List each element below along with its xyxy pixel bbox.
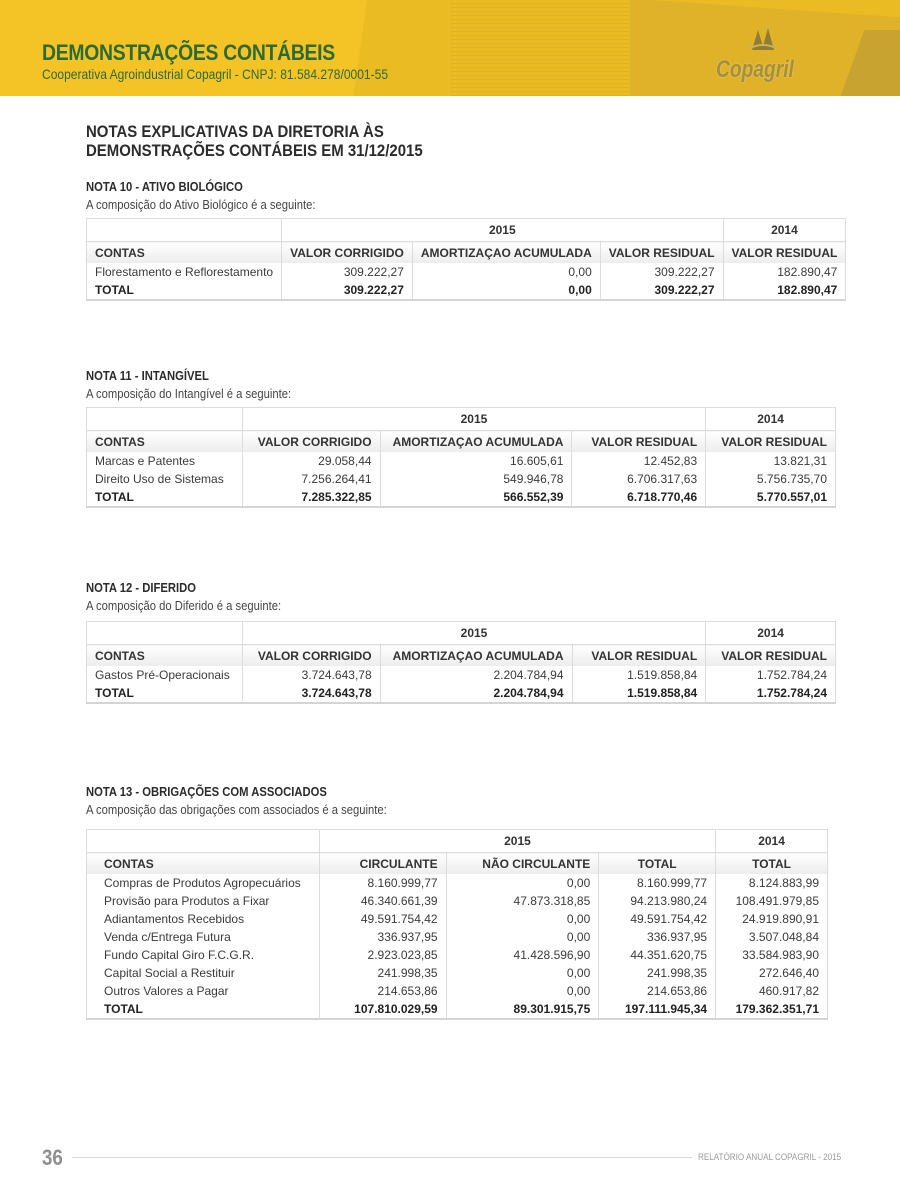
account-name: Florestamento e Reflorestamento [95,265,274,279]
total-value: 107.810.029,59 [319,1000,446,1019]
cell-value: 29.058,44 [242,452,380,470]
column-header: CIRCULANTE [319,853,446,875]
footer-divider [72,1157,692,1158]
column-header: CONTAS [87,645,243,667]
table-row [87,263,846,281]
column-header: VALOR RESIDUAL [572,431,706,453]
table-header-row [87,242,846,264]
total-value: 5.770.557,01 [706,488,836,507]
year-2014: 2014 [723,219,846,242]
cell-value: 241.998,35 [599,964,716,982]
cell-value: 16.605,61 [380,452,572,470]
account-name: Compras de Produtos Agropecuários [104,876,301,890]
cell-value: 1.752.784,24 [706,666,836,684]
cell-value: 3.724.643,78 [242,666,380,684]
column-header: VALOR CORRIGIDO [282,242,413,264]
total-label: TOTAL [104,1002,143,1016]
table-header-row [87,853,828,875]
cell-value: 7.256.264,41 [242,470,380,488]
cell-value: 41.428.596,90 [446,946,599,964]
note-intro: A composição do Ativo Biológico é a seguinte: [86,198,316,212]
total-value: 1.519.858,84 [572,684,706,703]
table-row [87,452,836,470]
cell-value: 272.646,40 [716,964,828,982]
cell-value: 0,00 [446,964,599,982]
cell-value: 0,00 [446,910,599,928]
table-year-row [87,408,836,431]
table-row [87,666,836,684]
total-value: 179.362.351,71 [716,1000,828,1019]
total-value: 3.724.643,78 [242,684,380,703]
note-title: NOTA 11 - INTANGÍVEL [86,369,209,383]
column-header: TOTAL [599,853,716,875]
account-name: Direito Uso de Sistemas [95,472,224,486]
total-value: 197.111.945,34 [599,1000,716,1019]
note-intro: A composição das obrigações com associados é a seguinte: [86,803,387,817]
total-label: TOTAL [95,283,134,297]
year-2014: 2014 [706,408,836,431]
cell-value: 8.160.999,77 [599,874,716,892]
account-name: Adiantamentos Recebidos [104,912,245,926]
total-value: 182.890,47 [723,281,846,300]
table-total-row [87,684,836,703]
cell-value: 2.204.784,94 [380,666,572,684]
column-header: VALOR CORRIGIDO [242,431,380,453]
year-2015: 2015 [282,219,723,242]
table-total-row [87,488,836,507]
year-2015: 2015 [242,408,705,431]
table-obrigacoes-associados [86,829,828,1020]
table-row [87,964,828,982]
account-name: Venda c/Entrega Futura [104,930,231,944]
column-header: AMORTIZAÇAO ACUMULADA [380,645,572,667]
cell-value: 8.160.999,77 [319,874,446,892]
total-value: 89.301.915,75 [446,1000,599,1019]
table-total-row [87,281,846,300]
page-title-line-1: NOTAS EXPLICATIVAS DA DIRETORIA ÀS [86,122,384,141]
table-row [87,946,828,964]
cell-value: 0,00 [446,928,599,946]
table-intangivel [86,407,836,508]
table-diferido [86,621,836,704]
cell-value: 6.706.317,63 [572,470,706,488]
table-row [87,910,828,928]
cell-value: 309.222,27 [282,263,413,281]
page-title [86,122,423,160]
footer-text: RELATÓRIO ANUAL COPAGRIL - 2015 [698,1152,842,1162]
cell-value: 0,00 [446,982,599,1000]
cell-value: 460.917,82 [716,982,828,1000]
table-row [87,892,828,910]
column-header: CONTAS [87,431,243,453]
page-number: 36 [42,1145,63,1170]
cell-value: 47.873.318,85 [446,892,599,910]
logo-wordmark: Copagril [716,56,794,83]
total-value: 0,00 [412,281,600,300]
note-intro: A composição do Intangível é a seguinte: [86,387,292,401]
total-label: TOTAL [95,490,134,504]
cell-value: 44.351.620,75 [599,946,716,964]
account-name: Marcas e Patentes [95,454,196,468]
table-row [87,470,836,488]
cell-value: 46.340.661,39 [319,892,446,910]
cell-value: 33.584.983,90 [716,946,828,964]
cell-value: 5.756.735,70 [706,470,836,488]
header-subtitle: Cooperativa Agroindustrial Copagril - CNPJ: 81.584.278/0001-55 [42,66,389,82]
cell-value: 12.452,83 [572,452,706,470]
cell-value: 13.821,31 [706,452,836,470]
cell-value: 49.591.754,42 [599,910,716,928]
year-2015: 2015 [242,622,705,645]
column-header: AMORTIZAÇAO ACUMULADA [380,431,572,453]
account-name: Provisão para Produtos a Fixar [104,894,270,908]
total-value: 1.752.784,24 [706,684,836,703]
page-title-line-2: DEMONSTRAÇÕES CONTÁBEIS EM 31/12/2015 [86,141,423,160]
table-year-row [87,219,846,242]
year-2014: 2014 [716,830,828,853]
cell-value: 241.998,35 [319,964,446,982]
cell-value: 1.519.858,84 [572,666,706,684]
cell-value: 309.222,27 [600,263,723,281]
total-value: 309.222,27 [600,281,723,300]
copagril-logo [712,28,812,94]
column-header: NÃO CIRCULANTE [446,853,599,875]
cell-value: 108.491.979,85 [716,892,828,910]
account-name: Capital Social a Restituir [104,966,235,980]
cell-value: 0,00 [446,874,599,892]
column-header: TOTAL [716,853,828,875]
table-total-row [87,1000,828,1019]
year-2014: 2014 [706,622,836,645]
account-name: Fundo Capital Giro F.C.G.R. [104,948,255,962]
table-header-row [87,431,836,453]
column-header: VALOR RESIDUAL [706,431,836,453]
note-title: NOTA 13 - OBRIGAÇÕES COM ASSOCIADOS [86,785,327,799]
header-title: DEMONSTRAÇÕES CONTÁBEIS [42,40,335,65]
column-header: VALOR RESIDUAL [572,645,706,667]
account-name: Gastos Pré-Operacionais [95,668,230,682]
column-header: CONTAS [87,853,320,875]
note-title: NOTA 12 - DIFERIDO [86,581,197,595]
column-header: CONTAS [87,242,282,264]
column-header: VALOR RESIDUAL [723,242,846,264]
column-header: VALOR RESIDUAL [706,645,836,667]
cell-value: 336.937,95 [599,928,716,946]
cell-value: 549.946,78 [380,470,572,488]
table-row [87,928,828,946]
cell-value: 94.213.980,24 [599,892,716,910]
table-row [87,874,828,892]
cell-value: 3.507.048,84 [716,928,828,946]
table-ativo-biologico [86,218,846,301]
account-name: Outros Valores a Pagar [104,984,229,998]
table-year-row [87,830,828,853]
cell-value: 24.919.890,91 [716,910,828,928]
header-background-texture [450,0,630,96]
total-value: 6.718.770,46 [572,488,706,507]
cell-value: 49.591.754,42 [319,910,446,928]
cell-value: 214.653,86 [599,982,716,1000]
total-value: 2.204.784,94 [380,684,572,703]
cell-value: 2.923.023,85 [319,946,446,964]
total-label: TOTAL [95,686,134,700]
total-value: 309.222,27 [282,281,413,300]
page-header [0,0,900,96]
cell-value: 0,00 [412,263,600,281]
cell-value: 182.890,47 [723,263,846,281]
table-year-row [87,622,836,645]
cell-value: 8.124.883,99 [716,874,828,892]
year-2015: 2015 [319,830,715,853]
table-row [87,982,828,1000]
note-title: NOTA 10 - ATIVO BIOLÓGICO [86,180,243,194]
total-value: 7.285.322,85 [242,488,380,507]
cell-value: 214.653,86 [319,982,446,1000]
column-header: VALOR CORRIGIDO [242,645,380,667]
total-value: 566.552,39 [380,488,572,507]
column-header: VALOR RESIDUAL [600,242,723,264]
table-header-row [87,645,836,667]
note-intro: A composição do Diferido é a seguinte: [86,599,282,613]
column-header: AMORTIZAÇAO ACUMULADA [412,242,600,264]
trees-icon [750,28,776,50]
cell-value: 336.937,95 [319,928,446,946]
